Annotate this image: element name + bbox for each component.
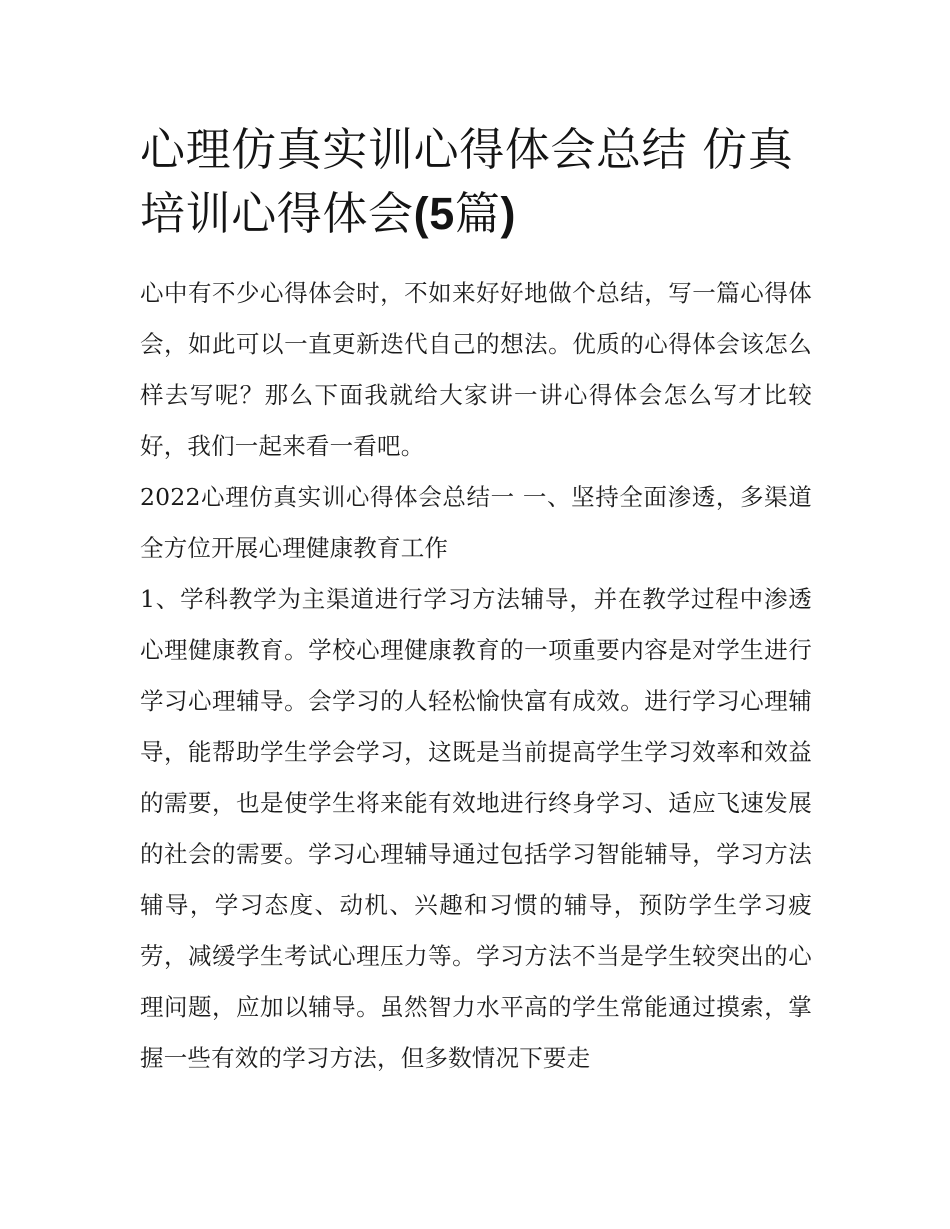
document-body — [140, 118, 812, 1084]
title-count-open: (5 — [413, 188, 455, 239]
intro-paragraph: 心中有不少心得体会时，不如来好好地做个总结，写一篇心得体会，如此可以一直更新迭代自己的想法。优质的心得体会该怎么样去写呢？那么下面我就给大家讲一讲心得体会怎么写才比较好，我们一起来看一看吧。 — [140, 279, 812, 460]
body-paragraph: 1、学科教学为主渠道进行学习方法辅导，并在教学过程中渗透心理健康教育。学校心理健康教育的一项重要内容是对学生进行学习心理辅导。会学习的人轻松愉快富有成效。进行学习心理辅导，能帮助学生学会学习，这既是当前提高学生学习效率和效益的需要，也是使学生将来能有效地进行终身学习、适应飞速发展的社会的需要。学习心理辅导通过包括学习智能辅导，学习方法辅导，学习态度、动机、兴趣和习惯的辅导，预防学生学习疲劳，减缓学生考试心理压力等。学习方法不当是学生较突出的心理问题，应加以辅导。虽然智力水平高的学生常能通过摸索，掌握一些有效的学习方法，但多数情况下要走 — [140, 585, 812, 1072]
title-count-close: ) — [500, 188, 517, 239]
document-title — [140, 118, 812, 246]
section-heading-paragraph: 2022心理仿真实训心得体会总结一 一、坚持全面渗透，多渠道全方位开展心理健康教育工作 — [140, 483, 812, 562]
title-text: 心理仿真实训心得体会总结 仿真培训心得体会 — [140, 123, 794, 240]
title-count-unit: 篇 — [454, 187, 501, 240]
